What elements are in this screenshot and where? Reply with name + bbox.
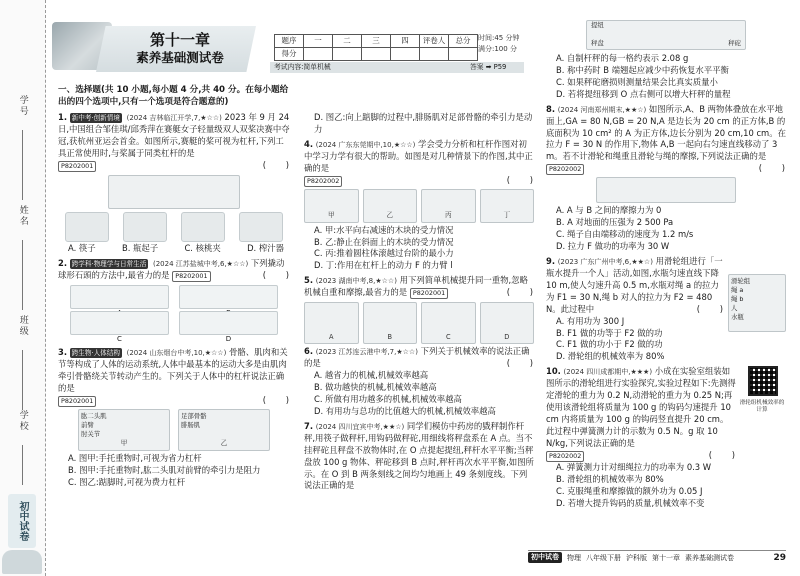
- question-7: [304, 421, 534, 493]
- score-entry[interactable]: [449, 48, 478, 61]
- diagram-bing: [421, 189, 476, 223]
- question-number: 4.: [304, 138, 314, 149]
- lever-diagrams: [70, 285, 278, 344]
- footer-brand: 初中试卷: [528, 552, 562, 563]
- question-text: 下列撬动球形石頭的方法中,最省力的是: [58, 258, 285, 280]
- question-source: (2024 广东东莞期中,10,★☆☆): [315, 140, 416, 149]
- question-number: 7.: [304, 420, 314, 431]
- anatomy-figures: [78, 409, 270, 451]
- answer-bracket: ( ): [262, 269, 290, 280]
- answer-bracket: ( ): [262, 160, 290, 171]
- answer-bracket: ( ): [506, 358, 534, 369]
- name-label: 姓名: [17, 205, 28, 227]
- option-b[interactable]: B. 滑轮组的机械效率为 80%: [556, 473, 664, 484]
- question-number: 3.: [58, 346, 68, 357]
- question-source: (2024 河南郑州期末,★★☆): [557, 105, 647, 114]
- time-limit: 时间:45 分钟: [478, 34, 520, 42]
- footer-chapter: 第十一章: [652, 553, 680, 562]
- option-d[interactable]: D. 图乙:向上踮脚的过程中,腓肠肌对足部骨骼的牵引力是动力: [314, 112, 533, 134]
- option-b[interactable]: B. 称中药时 B 端翘起应减少中药恢复水平平衡: [556, 64, 729, 75]
- diagram-jia: [304, 189, 359, 223]
- question-number: 2.: [58, 258, 68, 269]
- diagram-label: C: [445, 332, 451, 341]
- question-number: 10.: [546, 366, 561, 377]
- question-text: 下列关于机械效率的说法正确的是: [304, 346, 530, 369]
- figure-label: 秤盘: [591, 38, 604, 47]
- school-label: 学校: [17, 410, 28, 432]
- option-c[interactable]: C. 核桃夹: [184, 243, 221, 254]
- option-d[interactable]: D. 拉力 F 做功的功率为 30 W: [556, 241, 670, 252]
- question-text: 骨骼、肌肉和关节等构成了人体的运动系统,人体中最基本的运动大多是由肌肉牵引骨骼绕关节转动产生的。下列关于人体中的杠杆说法正确的是: [58, 346, 288, 393]
- question-number: 1.: [58, 112, 68, 123]
- footer-grade: 八年级下册: [586, 553, 621, 562]
- question-source: (2023 湖南中考,8,★☆☆): [315, 277, 397, 286]
- question-4: [304, 139, 534, 272]
- question-code: P8202001: [410, 288, 448, 299]
- question-code: P8202002: [546, 164, 584, 175]
- question-source: (2023 江苏连云港中考,7,★☆☆): [315, 348, 418, 357]
- question-9: [546, 256, 786, 363]
- score-cell: 得分: [275, 48, 304, 61]
- question-text: 小成在实验室组装如图所示的滑轮组进行实验探究,实验过程如下:先测得定滑轮的重力为 0.2 N,动滑轮的重力为 0.25 N;再使用该滑轮组将质量为 100 g 的钩码匀速提升 10 cm 内将质量为 100 g 的钩码竖直提升 20 cm。此过程中弹簧测力计的示数为 0.5 N。g 取 10 N/kg,下列说法正确的是: [546, 366, 736, 448]
- question-tag: 跨学科·物理学与日常生活: [71, 260, 147, 269]
- option-a[interactable]: A. 有用功为 300 J: [556, 315, 625, 326]
- question-code: P8202001: [172, 271, 210, 282]
- column-2: [304, 112, 534, 492]
- brand-logo: 初中试卷: [8, 494, 36, 548]
- question-6: [304, 346, 534, 418]
- option-d[interactable]: D. 滑轮组的机械效率为 80%: [556, 351, 665, 362]
- question-text: 用滑轮组进行「一瓶水提升一个人」活动,如图,水瓶匀速直线下降 10 m,使人匀速升高 0.5 m,水瓶对绳 a 的拉力为 F1 = 30 N,绳 b 对人的拉力为 F2 = 480 N。此过程中: [546, 256, 723, 314]
- option-b[interactable]: B. 乙:静止在斜面上的木块的受力情况: [314, 236, 454, 247]
- diagram-label: 乙: [386, 211, 394, 220]
- qr-caption: 滑轮组机械效率的计算: [739, 400, 785, 414]
- score-entry[interactable]: [362, 48, 391, 61]
- option-a[interactable]: A. 越省力的机械,机械效率越高: [314, 370, 429, 381]
- question-1: [58, 112, 290, 255]
- figure-label: 腓肠肌: [181, 420, 201, 429]
- answer-bracket: ( ): [696, 303, 724, 314]
- question-2: [58, 258, 290, 344]
- diagram-label: B: [387, 332, 393, 341]
- diagram-label: 甲: [327, 211, 335, 220]
- score-cell: 四: [391, 35, 420, 48]
- options-row: [58, 243, 290, 255]
- option-a[interactable]: A. 筷子: [68, 243, 96, 254]
- question-text: 如图所示,A、B 两物体叠放在水平地面上,GA = 80 N,GB = 20 N,A 是边长为 20 cm 的正方体,B 的底面积为 10 cm² 的 A 为正方体,边长分别为 20 cm,10 cm。在拉力 F = 30 N 的作用下,物体 A,B 一起向右匀速直线移动了 3 m。若不计滑轮和绳重且滑轮与绳的摩擦,下列说法正确的是: [546, 103, 786, 162]
- figure-label: 肱二头肌: [81, 411, 107, 420]
- diagram-label: 丙: [444, 211, 452, 220]
- option-b[interactable]: B. F1 做的功等于 F2 做的功: [556, 327, 663, 338]
- figure-label: 人: [731, 304, 738, 313]
- option-c[interactable]: C. 图乙:踮脚时,可视为费力杠杆: [68, 476, 186, 487]
- option-c[interactable]: C. 绳子自由端移动的速度为 1.2 m/s: [556, 229, 694, 240]
- score-table-score-row: [275, 48, 478, 61]
- machine-diagram-a: [304, 302, 359, 344]
- question-code: P8202001: [58, 161, 96, 172]
- option-b[interactable]: B. 瓶起子: [121, 243, 159, 254]
- question-number: 8.: [546, 103, 556, 114]
- juicer-image: [239, 212, 283, 242]
- option-d[interactable]: D. 榨汁器: [247, 243, 284, 254]
- footer-title: 素养基础测试卷: [685, 553, 734, 562]
- class-line: [22, 350, 23, 410]
- diagram-label: A: [328, 332, 334, 341]
- pulley-diagrams: [304, 302, 534, 344]
- chopsticks-image: [65, 212, 109, 242]
- option-b[interactable]: B. A 对地面的压强为 2 500 Pa: [556, 217, 674, 228]
- question-source: (2024 四川宜宾中考,★★☆): [315, 422, 405, 431]
- answer-reference: 答案 ➡ P59: [470, 63, 507, 71]
- question-source: (2024 四川成都期中,★★★): [563, 368, 653, 377]
- pulley-block-figure: [596, 177, 736, 203]
- machine-diagram-c: [421, 302, 476, 344]
- column-1: [58, 84, 290, 488]
- score-table-header-row: [275, 35, 478, 48]
- option-c[interactable]: C. 所做有用功越多的机械,机械效率越高: [314, 393, 462, 404]
- lever-diagram-b: [179, 285, 278, 309]
- figure-label: 足部骨骼: [181, 411, 207, 420]
- section-1-title: 一、选择题(共 10 小题,每小题 4 分,共 40 分。在每小题给出的四个选项中,只有一个选项是符合题意的): [58, 85, 289, 108]
- score-table: [274, 34, 478, 61]
- option-a[interactable]: A. 甲:水平向右减速的木块的受力情况: [314, 224, 454, 235]
- option-c[interactable]: C. F1 做的功小于 F2 做的功: [556, 339, 663, 350]
- force-diagrams: [304, 189, 534, 223]
- question-text: 同学们模仿中药房的戥秤制作杆秤,用筷子做秤杆,用钩码做秤砣,用细线将秤盘系在 A 点。当不挂秤砣且秤盘不放物体时,在 O 点提起提纽,秤杆水平平衡;当秤盘放 100 g 物体、秤砣移到 B 点时,秤杆再次水平平衡,如图所示。在 O 到 B 两条刻线之间均匀地画上 49 条刻度线。下列说法正确的是: [304, 420, 534, 491]
- binding-strip: [0, 0, 46, 576]
- score-cell: 总分: [449, 35, 478, 48]
- answer-bracket: ( ): [758, 163, 786, 174]
- option-c[interactable]: C. 丙:推着圆柱体滚越过台阶的最小力: [314, 248, 454, 259]
- topic-bar: 考试内容:简单机械: [270, 62, 524, 73]
- question-tag: 新中考·创新情境: [71, 114, 120, 123]
- option-d[interactable]: D. 有用功与总功的比值越大的机械,机械效率越高: [314, 405, 496, 416]
- question-10: [546, 366, 786, 509]
- question-8: [546, 104, 786, 253]
- diagram-label: D: [504, 332, 510, 341]
- question-source: (2024 山东烟台中考,10,★☆☆): [126, 348, 227, 357]
- figure-label: 肘关节: [81, 429, 101, 438]
- time-info: [478, 33, 520, 54]
- question-text: 用下列简单机械提升同一重物,忽略机械自重和摩擦,最省力的是: [304, 275, 528, 298]
- question-number: 9.: [546, 256, 556, 266]
- decorative-figure: [2, 550, 42, 574]
- option-d[interactable]: D. 若将提纽移到 O 点右侧可以增大杆秤的量程: [556, 88, 731, 99]
- lever-diagram-a: [70, 285, 169, 309]
- machine-diagram-b: [363, 302, 418, 344]
- page-footer: [528, 550, 786, 564]
- question-tag: 跨生物·人体结构: [71, 348, 120, 357]
- option-d[interactable]: D. 若增大提升钩码的质量,机械效率不变: [556, 497, 705, 508]
- score-cell: 题序: [275, 35, 304, 48]
- question-3: [58, 347, 290, 488]
- figure-label: 绳 a: [731, 286, 744, 295]
- footer-edition: 沪科版: [626, 553, 647, 562]
- class-label: 班级: [17, 315, 28, 337]
- footer-subject: 物理: [567, 553, 581, 562]
- question-source: (2024 江苏盐城中考,6,★☆☆): [153, 260, 249, 269]
- score-cell: 评卷人: [420, 35, 449, 48]
- column-3: [546, 20, 786, 509]
- score-entry[interactable]: [304, 48, 333, 61]
- arm-figure: [78, 409, 170, 451]
- score-cell: 三: [362, 35, 391, 48]
- tool-images: [58, 212, 290, 242]
- page-number: 29: [773, 552, 786, 563]
- figure-label: 滑轮组: [731, 277, 751, 285]
- figure-caption: 乙: [220, 439, 228, 448]
- name-line: [22, 240, 23, 310]
- option-c[interactable]: C. 如果秤砣磨损则测量结果会比真实质量小: [556, 76, 718, 87]
- answer-bracket: ( ): [506, 287, 534, 298]
- figure-label: 前臂: [81, 420, 94, 429]
- answer-bracket: ( ): [262, 394, 290, 405]
- option-d[interactable]: D. 丁:作用在杠杆上的动力 F 的力臂 l: [314, 260, 453, 271]
- nutcracker-image: [181, 212, 225, 242]
- question-code: P8202002: [546, 451, 584, 462]
- test-title: 素养基础测试卷: [136, 50, 224, 65]
- diagram-yi: [363, 189, 418, 223]
- score-entry[interactable]: [420, 48, 449, 61]
- question-text: 2023 年 9 月 24 日,中国组合邹佳琪/邱秀萍在赛艇女子轻量级双人双桨决赛中夺冠,获杭州亚运会首金。如图所示,赛艇的桨可视为杠杆,下列工具正常使用时,与桨属于同类杠杆的是: [58, 112, 290, 159]
- option-a[interactable]: A. 图甲:手托重物时,可视为省力杠杆: [68, 452, 202, 463]
- question-code: P8202001: [58, 396, 96, 407]
- question-source: (2023 广东广州中考,6,★★☆): [557, 258, 653, 266]
- figure-label: 提纽: [591, 21, 604, 29]
- question-5: [304, 275, 534, 344]
- score-cell: 二: [333, 35, 362, 48]
- diagram-label: C: [117, 335, 122, 344]
- school-line: [22, 445, 23, 485]
- figure-label: 水瓶: [731, 313, 744, 322]
- qr-code[interactable]: [748, 366, 778, 396]
- figure-caption: 甲: [120, 439, 128, 448]
- score-cell: 一: [304, 35, 333, 48]
- student-id-line: [22, 130, 23, 200]
- option-b[interactable]: B. 图甲:手托重物时,肱二头肌对前臂的牵引力是阻力: [68, 464, 261, 475]
- full-score: 满分:100 分: [478, 44, 517, 53]
- diagram-ding: [480, 189, 535, 223]
- question-number: 5.: [304, 275, 314, 286]
- option-a[interactable]: A. A 与 B 之间的摩擦力为 0: [556, 205, 662, 216]
- question-code: P8202002: [304, 176, 342, 187]
- score-entry[interactable]: [333, 48, 362, 61]
- answer-bracket: ( ): [708, 449, 736, 460]
- bottle-opener-image: [123, 212, 167, 242]
- diagram-label: 丁: [503, 211, 511, 220]
- option-c[interactable]: C. 克服绳重和摩擦做的额外功为 0.05 J: [556, 485, 703, 496]
- question-source: (2024 吉林临江开学,7,★☆☆): [126, 114, 222, 123]
- foot-figure: [178, 409, 270, 451]
- option-b[interactable]: B. 做功越快的机械,机械效率越高: [314, 382, 437, 393]
- figure-label: 绳 b: [731, 295, 744, 304]
- steelyard-figure: [586, 20, 746, 50]
- lever-diagram-d: [179, 311, 278, 344]
- question-number: 6.: [304, 346, 314, 357]
- figure-label: 秤砣: [728, 38, 741, 47]
- student-id-label: 学号: [17, 95, 28, 117]
- chapter-title: 第十一章: [149, 31, 210, 49]
- machine-diagram-d: [480, 302, 535, 344]
- score-entry[interactable]: [391, 48, 420, 61]
- lever-diagram-c: [70, 311, 169, 344]
- question-text: 学会受力分析和杠杆作图对初中学习力学有很大的帮助。如图是对几种情景下的作图,其中正确的是: [304, 138, 533, 173]
- option-a[interactable]: A. 弹簧测力计对细绳拉力的功率为 0.3 W: [556, 461, 712, 472]
- rowing-photo: [108, 175, 240, 209]
- pulley-person-figure: [728, 274, 786, 332]
- option-a[interactable]: A. 自制杆秤的每一格约表示 2.08 g: [556, 53, 689, 63]
- answer-bracket: ( ): [506, 174, 534, 185]
- diagram-label: D: [225, 335, 232, 344]
